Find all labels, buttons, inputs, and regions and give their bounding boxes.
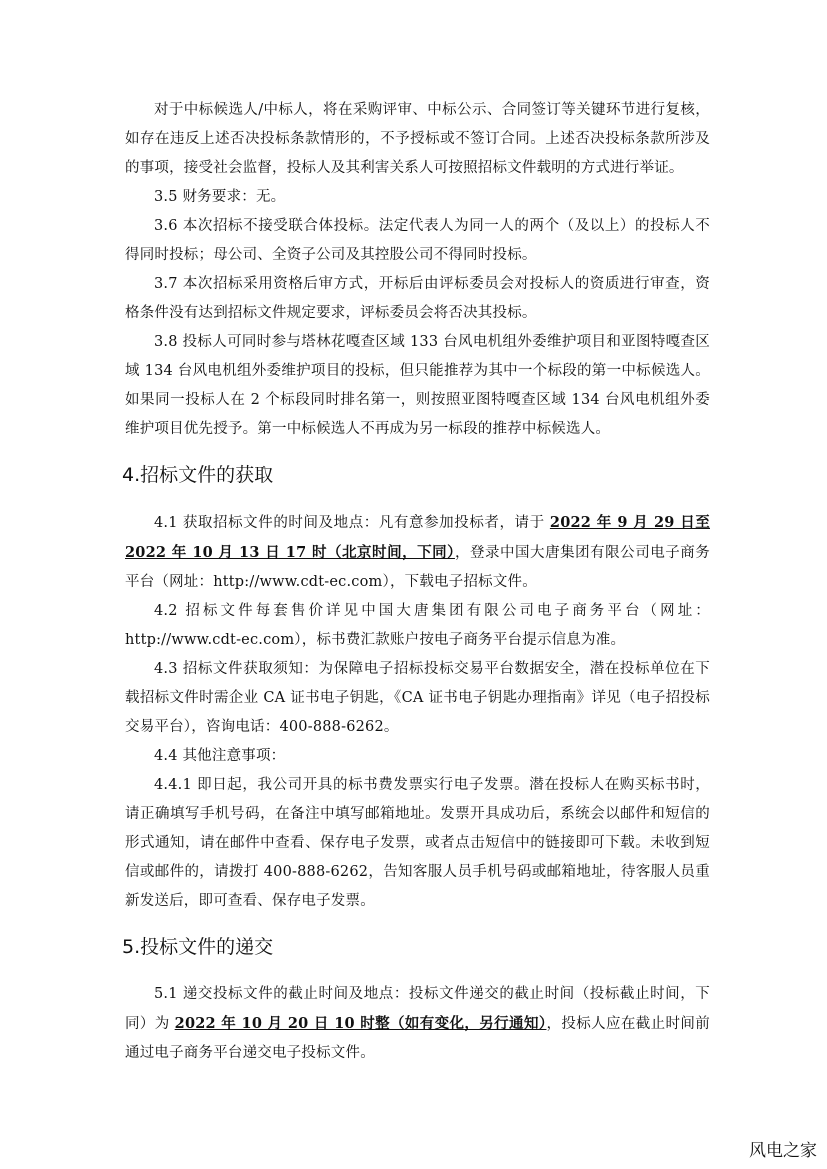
p51-deadline: 2022 年 10 月 20 日 10 时整（如有变化，另行通知）: [174, 1015, 547, 1032]
paragraph-review: 对于中标候选人/中标人，将在采购评审、中标公示、合同签订等关键环节进行复核，如存在违反上述否决投标条款情形的，不予授标或不签订合同。上述否决投标条款所涉及的事项，接受社会监督，投标人及其利害关系人可按照招标文件载明的方式进行举证。: [125, 102, 710, 176]
section-heading-5: 5.投标文件的递交: [122, 936, 274, 958]
watermark-text: 风电之家: [749, 1141, 817, 1161]
p41-post: ，登录中国大唐集团有限公司电子商务平台（网址：http://www.cdt-ec.com），下载电子招标文件。: [125, 545, 710, 590]
section-heading-4: 4.招标文件的获取: [122, 464, 274, 486]
p51-post: ，投标人应在截止时间前通过电子商务平台递交电子投标文件。: [125, 1016, 711, 1061]
p41-deadline: 2022 年 9 月 29 日至 2022 年 10 月 13 日 17 时（北京时间，下同）: [125, 514, 710, 561]
paragraph-3-5: 3.5 财务要求：无。: [154, 189, 286, 205]
paragraph-4-1: [125, 508, 710, 597]
paragraph-4-4-1: 4.4.1 即日起，我公司开具的标书费发票实行电子发票。潜在投标人在购买标书时，请正确填写手机号码，在备注中填写邮箱地址。发票开具成功后，系统会以邮件和短信的形式通知，请在邮件中查看、保存电子发票，或者点击短信中的链接即可下载。未收到短信或邮件的，请拨打 400-888-6262，告知客服人员手机号码或邮箱地址，待客服人员重新发送后，即可查看、保存电子发票。: [125, 777, 710, 909]
paragraph-4-4: 4.4 其他注意事项：: [154, 748, 286, 764]
document-body: [122, 96, 711, 1068]
paragraph-3-6: 3.6 本次招标不接受联合体投标。法定代表人为同一人的两个（及以上）的投标人不得同时投标；母公司、全资子公司及其控股公司不得同时投标。: [125, 218, 710, 263]
paragraph-4-3: 4.3 招标文件获取须知：为保障电子招标投标交易平台数据安全，潜在投标单位在下载招标文件时需企业 CA 证书电子钥匙，《CA 证书电子钥匙办理指南》详见（电子招投标交易平台），咨询电话：400-888-6262。: [125, 661, 710, 735]
paragraph-3-8: 3.8 投标人可同时参与塔林花嘎查区域 133 台风电机组外委维护项目和亚图特嘎查区域 134 台风电机组外委维护项目的投标，但只能推荐为其中一个标段的第一中标候选人。如果同一投标人在 2 个标段同时排名第一，则按照亚图特嘎查区域 134 台风电机组外委维护项目优先授予。第一中标候选人不再成为另一标段的推荐中标候选人。: [125, 334, 710, 437]
paragraph-4-2: 4.2 招标文件每套售价详见中国大唐集团有限公司电子商务平台（网址：http://www.cdt-ec.com），标书费汇款账户按电子商务平台提示信息为准。: [125, 603, 710, 648]
paragraph-3-7: 3.7 本次招标采用资格后审方式，开标后由评标委员会对投标人的资质进行审查，资格条件没有达到招标文件规定要求，评标委员会将否决其投标。: [125, 276, 710, 321]
p51-pre: 5.1 递交投标文件的截止时间及地点：投标文件递交的截止时间（投标截止时间，下同）为: [125, 986, 710, 1032]
p41-pre: 4.1 获取招标文件的时间及地点：凡有意参加投标者，请于: [154, 515, 550, 531]
paragraph-5-1: [125, 980, 710, 1068]
